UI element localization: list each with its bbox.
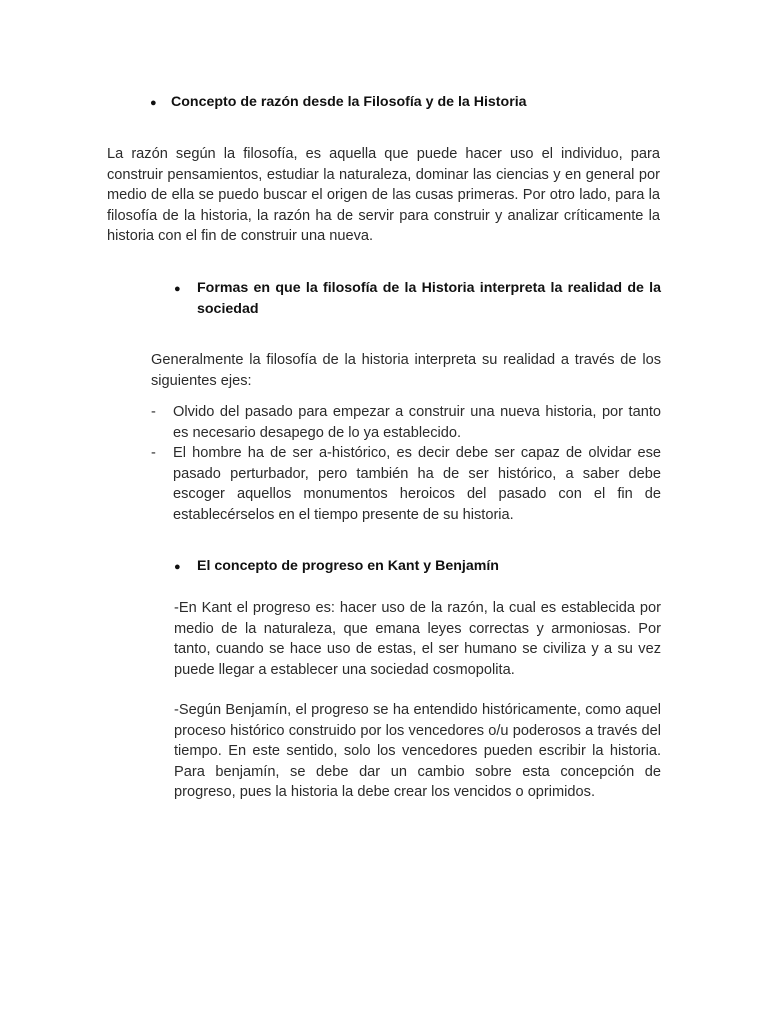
section1-heading-text: Concepto de razón desde la Filosofía y de la Historia bbox=[171, 94, 527, 110]
list-item bbox=[151, 443, 661, 525]
dash-marker: - bbox=[151, 404, 156, 420]
section2-heading-text: Formas en que la filosofía de la Historia interpreta la realidad de la sociedad bbox=[197, 280, 661, 317]
list-item bbox=[151, 402, 661, 443]
section2-heading bbox=[174, 278, 661, 320]
section1-paragraph: La razón según la filosofía, es aquella que puede hacer uso el individuo, para construir pensamientos, estudiar la naturaleza, dominar las ciencias y en general por medio de ella se puedo buscar el origen de las cusas primeras. Por otro lado, para la filosofía de la historia, la razón ha de servir para construir y analizar críticamente la historia con el fin de construir una nueva. bbox=[107, 146, 660, 244]
section3-heading bbox=[174, 556, 661, 577]
section1-heading bbox=[150, 92, 670, 113]
kant-paragraph: -En Kant el progreso es: hacer uso de la razón, la cual es establecida por medio de la naturaleza, que emana leyes correctas y armoniosas. Por tanto, cuando se hace uso de estas, el ser humano se civiliza y a su vez puede llegar a establecer una sociedad cosmopolita. bbox=[174, 600, 661, 678]
bullet-icon: ● bbox=[150, 97, 157, 109]
section2-intro: Generalmente la filosofía de la historia interpreta su realidad a través de los siguientes ejes: bbox=[151, 352, 661, 389]
bullet-icon: ● bbox=[174, 561, 181, 573]
section3-heading-text: El concepto de progreso en Kant y Benjamín bbox=[197, 558, 499, 574]
dash-marker: - bbox=[151, 445, 156, 461]
benjamin-paragraph: -Según Benjamín, el progreso se ha entendido históricamente, como aquel proceso histórico construido por los vencedores o/u poderosos a través del tiempo. En este sentido, solo los vencedores pueden escribir la historia. Para benjamín, se debe dar un cambio sobre esta concepción de progreso, pues la historia la debe crear los vencidos o oprimidos. bbox=[174, 702, 661, 800]
list-item-text: Olvido del pasado para empezar a construir una nueva historia, por tanto es necesario desapego de lo ya establecido. bbox=[173, 404, 661, 441]
bullet-icon: ● bbox=[174, 283, 181, 295]
list-item-text: El hombre ha de ser a-histórico, es decir debe ser capaz de olvidar ese pasado perturbador, pero también ha de ser histórico, a saber debe escoger aquellos monumentos heroicos del pasado con el fin de establecérselos en el tiempo presente de su historia. bbox=[173, 445, 661, 523]
